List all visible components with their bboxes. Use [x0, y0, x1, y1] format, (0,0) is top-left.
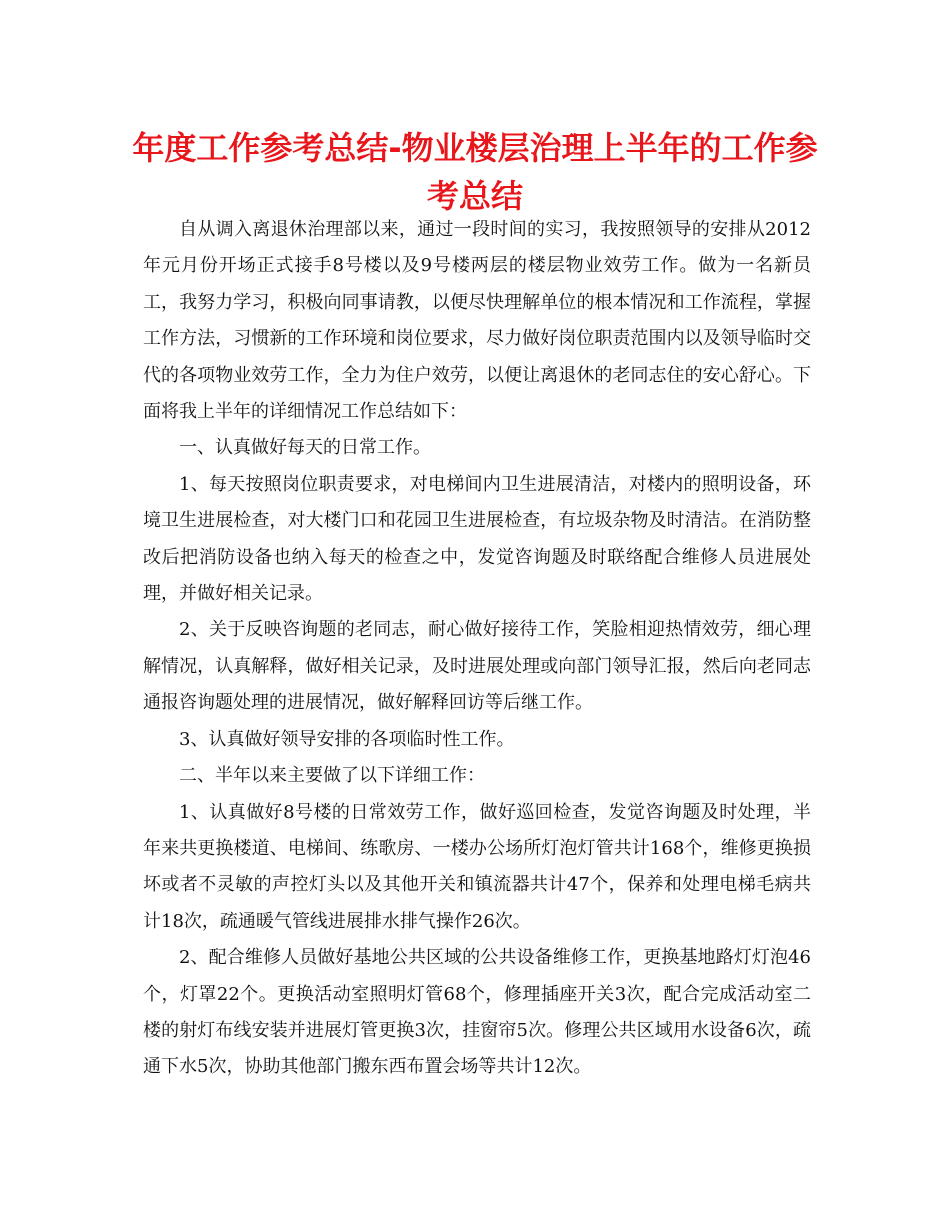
section-heading-2: 二、半年以来主要做了以下详细工作： — [179, 765, 485, 787]
paragraph-2-1: 1、认真做好8号楼的日常效劳工作，做好巡回检查，发觉咨询题及时处理，半年来共更换楼道、电梯间、练歌房、一楼办公场所灯泡灯管共计168个，维修更换损坏或者不灵敏的声控灯头以及其他开关和镇流器共计47个，保养和处理电梯毛病共计18次，疏通暖气管线进展排水排气操作26次。 — [143, 801, 811, 932]
paragraph-1-2: 2、关于反映咨询题的老同志，耐心做好接待工作，笑脸相迎热情效劳，细心理解情况，认真解释，做好相关记录，及时进展处理或向部门领导汇报，然后向老同志通报咨询题处理的进展情况，做好解释回访等后继工作。 — [143, 619, 811, 714]
section-heading-1: 一、认真做好每天的日常工作。 — [179, 437, 431, 459]
paragraph-2-2: 2、配合维修人员做好基地公共区域的公共设备维修工作，更换基地路灯灯泡46个，灯罩22个。更换活动室照明灯管68个，修理插座开关3次，配合完成活动室二楼的射灯布线安装并进展灯管更换3次，挂窗帘5次。修理公共区域用水设备6次，疏通下水5次，协助其他部门搬东西布置会场等共计12次。 — [143, 947, 811, 1078]
paragraph-1-1: 1、每天按照岗位职责要求，对电梯间内卫生进展清洁，对楼内的照明设备，环境卫生进展检查，对大楼门口和花园卫生进展检查，有垃圾杂物及时清洁。在消防整改后把消防设备也纳入每天的检查之中，发觉咨询题及时联络配合维修人员进展处理，并做好相关记录。 — [143, 473, 811, 605]
document-title: 年度工作参考总结-物业楼层治理上半年的工作参考总结 — [132, 129, 818, 215]
paragraph-intro: 自从调入离退休治理部以来，通过一段时间的实习，我按照领导的安排从2012年元月份开场正式接手8号楼以及9号楼两层的楼层物业效劳工作。做为一名新员工，我努力学习，积极向同事请教，以便尽快理解单位的根本情况和工作流程，掌握工作方法，习惯新的工作环境和岗位要求，尽力做好岗位职责范围内以及领导临时交代的各项物业效劳工作，全力为住户效劳，以便让离退休的老同志住的安心舒心。下面将我上半年的详细情况工作总结如下： — [143, 219, 811, 423]
paragraph-1-3: 3、认真做好领导安排的各项临时性工作。 — [179, 728, 515, 750]
document-body — [143, 212, 811, 1086]
